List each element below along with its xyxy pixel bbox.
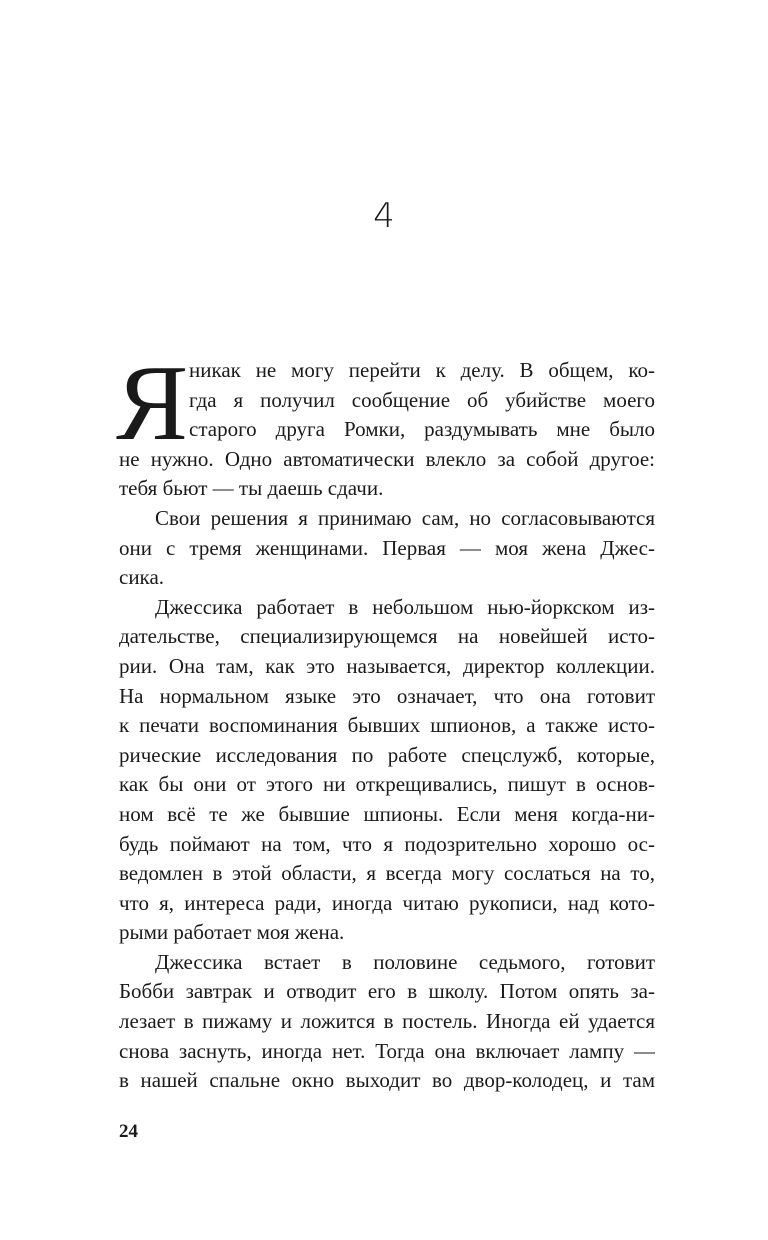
text-line: ведомлен в этой области, я всегда могу сослаться на то, [119, 861, 655, 886]
text-line: ном всё те же бывшие шпионы. Если меня когда-ни- [119, 801, 655, 826]
text-line: будь поймают на том, что я подозрительно хорошо ос- [119, 831, 655, 856]
text-line: что я, интереса ради, иногда читаю рукописи, над кото- [119, 890, 655, 915]
text-line: Свои решения я принимаю сам, но согласовываются [155, 505, 655, 530]
text-line: они с тремя женщинами. Первая — моя жена Джес- [119, 535, 655, 560]
body-text [116, 344, 655, 1096]
chapter-number: 4 [373, 196, 395, 236]
text-line: сика. [119, 565, 165, 590]
text-line: дательстве, специализирующемся на новейшей исто- [119, 624, 655, 649]
text-line: Бобби завтрак и отводит его в школу. Потом опять за- [119, 979, 655, 1004]
text-line: к печати воспоминания бывших шпионов, а также исто- [119, 713, 655, 738]
text-line: как бы они от этого ни открещивались, пишут в основ- [119, 772, 655, 797]
text-line: Джессика работает в небольшом нью-йоркском из- [155, 594, 655, 619]
text-line: Джессика встает в половине седьмого, готовит [155, 949, 655, 974]
text-line: На нормальном языке это означает, что она готовит [119, 683, 655, 708]
text-line: гда я получил сообщение об убийстве моего [189, 387, 655, 412]
text-line: рические исследования по работе спецслужб, которые, [119, 742, 655, 767]
text-line: в нашей спальне окно выходит во двор-колодец, и там [119, 1068, 655, 1093]
page-number: 24 [119, 1121, 138, 1142]
text-line: не нужно. Одно автоматически влекло за собой другое: [119, 446, 655, 471]
text-line: никак не могу перейти к делу. В общем, ко- [189, 358, 655, 382]
drop-cap: Я [116, 344, 189, 463]
text-line: старого друга Ромки, раздумывать мне было [189, 417, 655, 442]
text-line: рыми работает моя жена. [119, 920, 345, 945]
text-line: рии. Она там, как это называется, директор коллекции. [119, 653, 655, 678]
text-line: тебя бьют — ты даешь сдачи. [119, 476, 384, 501]
text-line: лезает в пижаму и ложится в постель. Иногда ей удается [119, 1009, 655, 1034]
text-line: снова заснуть, иногда нет. Тогда она включает лампу — [119, 1038, 655, 1063]
